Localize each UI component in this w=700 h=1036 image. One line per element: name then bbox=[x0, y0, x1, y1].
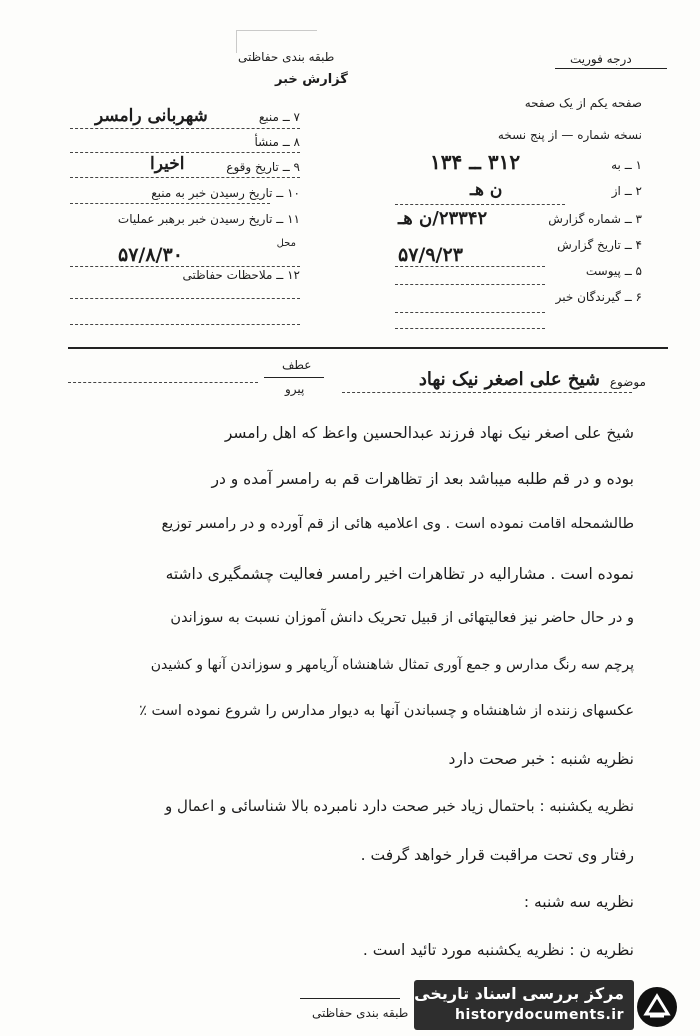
field-date-occur-value: اخیرا bbox=[150, 154, 185, 174]
body-line: عکسهای زننده از شاهنشاه و چسباندن آنها به دیوار مدارس را شروع نموده است ٪ bbox=[139, 703, 634, 719]
body-line: بوده و در قم طلبه میباشد بعد از تظاهرات قم به رامسر آمده و در bbox=[211, 470, 634, 488]
field-rule bbox=[395, 328, 545, 329]
field-attachment-label: ۵ ــ پیوست bbox=[585, 264, 642, 278]
body-line: پرچم سه رنگ مدارس و جمع آوری تمثال شاهنشاه آریامهر و سوزاندن آنها و کشیدن bbox=[150, 657, 634, 673]
page-info: صفحه یکم از یک صفحه bbox=[524, 96, 642, 110]
watermark-banner bbox=[414, 980, 634, 1030]
field-origin-label: ۸ ــ منشأ bbox=[254, 135, 300, 149]
subject-label: موضوع bbox=[609, 375, 646, 389]
archive-logo-icon bbox=[636, 986, 678, 1028]
opinion-line: نظریه شنبه : خبر صحت دارد bbox=[448, 750, 634, 768]
footer-rule bbox=[300, 998, 400, 999]
field-rule bbox=[395, 312, 545, 313]
field-place-label: محل bbox=[276, 238, 296, 249]
field-date-occur-label: ۹ ــ تاریخ وقوع bbox=[226, 160, 300, 174]
field-report-date-label: ۴ ــ تاریخ گزارش bbox=[557, 238, 642, 252]
opinion-line: رفتار وی تحت مراقبت قرار خواهد گرفت . bbox=[360, 846, 634, 864]
field-to-label: ۱ ــ به bbox=[611, 158, 642, 172]
field-source-value: شهربانی رامسر bbox=[95, 106, 208, 126]
body-line: شیخ علی اصغر نیک نهاد فرزند عبدالحسین واعظ که اهل رامسر bbox=[224, 424, 634, 442]
opinion-line: نظریه ن : نظریه یکشنبه مورد تائید است . bbox=[362, 941, 634, 959]
field-rule bbox=[70, 324, 300, 325]
field-report-no-label: ۳ ــ شماره گزارش bbox=[548, 212, 642, 226]
report-title: گزارش خبر bbox=[275, 72, 348, 87]
field-rule bbox=[70, 152, 300, 153]
classification-label: طبقه بندی حفاظتی bbox=[238, 50, 335, 64]
ref-divider bbox=[264, 377, 324, 378]
field-rule bbox=[70, 298, 300, 299]
field-rule bbox=[70, 203, 270, 204]
footer-classification-label: طبقه بندی حفاظتی bbox=[312, 1006, 409, 1020]
copy-info: نسخه شماره — از پنج نسخه bbox=[497, 128, 642, 142]
opinion-line: نظریه سه شنبه : bbox=[523, 893, 634, 911]
body-line: نموده است . مشارالیه در تظاهرات اخیر رامسر فعالیت چشمگیری داشته bbox=[165, 565, 634, 583]
subject-value: شیخ علی اصغر نیک نهاد bbox=[418, 369, 600, 390]
header-separator bbox=[68, 347, 668, 349]
field-source-label: ۷ ــ منبع bbox=[258, 110, 300, 124]
field-report-date-value: ۵۷/۹/۲۳ bbox=[398, 244, 463, 266]
field-rule bbox=[70, 266, 300, 267]
urgency-rule bbox=[555, 68, 667, 69]
field-to-value: ۳۱۲ ــ ۱۳۴ bbox=[430, 150, 521, 174]
body-line: و در حال حاضر نیز فعالیتهائی از قبیل تحریک دانش آموزان نسبت به سوزاندن bbox=[170, 610, 634, 626]
field-place-value: ۵۷/۸/۳۰ bbox=[118, 244, 183, 266]
field-date-ops-label: ۱۱ ــ تاریخ رسیدن خبر برهبر عملیات bbox=[117, 212, 300, 226]
urgency-label: درجه فوریت bbox=[570, 52, 632, 66]
field-rule bbox=[395, 284, 545, 285]
field-date-source-label: ۱۰ ــ تاریخ رسیدن خبر به منبع bbox=[151, 186, 300, 200]
ref-rule bbox=[68, 382, 258, 383]
watermark-title: مرکز بررسی اسناد تاریخی bbox=[414, 984, 624, 1003]
ref-top-label: عطف bbox=[282, 358, 312, 372]
field-rule bbox=[70, 128, 300, 129]
field-recipients-label: ۶ ــ گیرندگان خبر bbox=[555, 290, 642, 304]
field-from-value: ن هـ bbox=[470, 180, 503, 200]
field-rule bbox=[395, 266, 545, 267]
field-rule bbox=[395, 204, 565, 205]
body-line: طالشمحله اقامت نموده است . وی اعلامیه هائی از قم آورده و در رامسر توزیع bbox=[161, 516, 634, 532]
field-report-no-value: ۲۳۳۴۲/ن هـ bbox=[398, 208, 488, 229]
field-from-label: ۲ ــ از bbox=[611, 184, 642, 198]
watermark-url: historydocuments.ir bbox=[455, 1007, 624, 1023]
field-notes-label: ۱۲ ــ ملاحظات حفاظتی bbox=[182, 268, 300, 282]
subject-rule bbox=[342, 392, 632, 393]
field-rule bbox=[70, 177, 300, 178]
ref-bottom-label: پیرو bbox=[285, 382, 305, 396]
opinion-line: نظریه یکشنبه : باحتمال زیاد خبر صحت دارد نامبرده بالا شناسائی و اعمال و bbox=[165, 797, 634, 815]
